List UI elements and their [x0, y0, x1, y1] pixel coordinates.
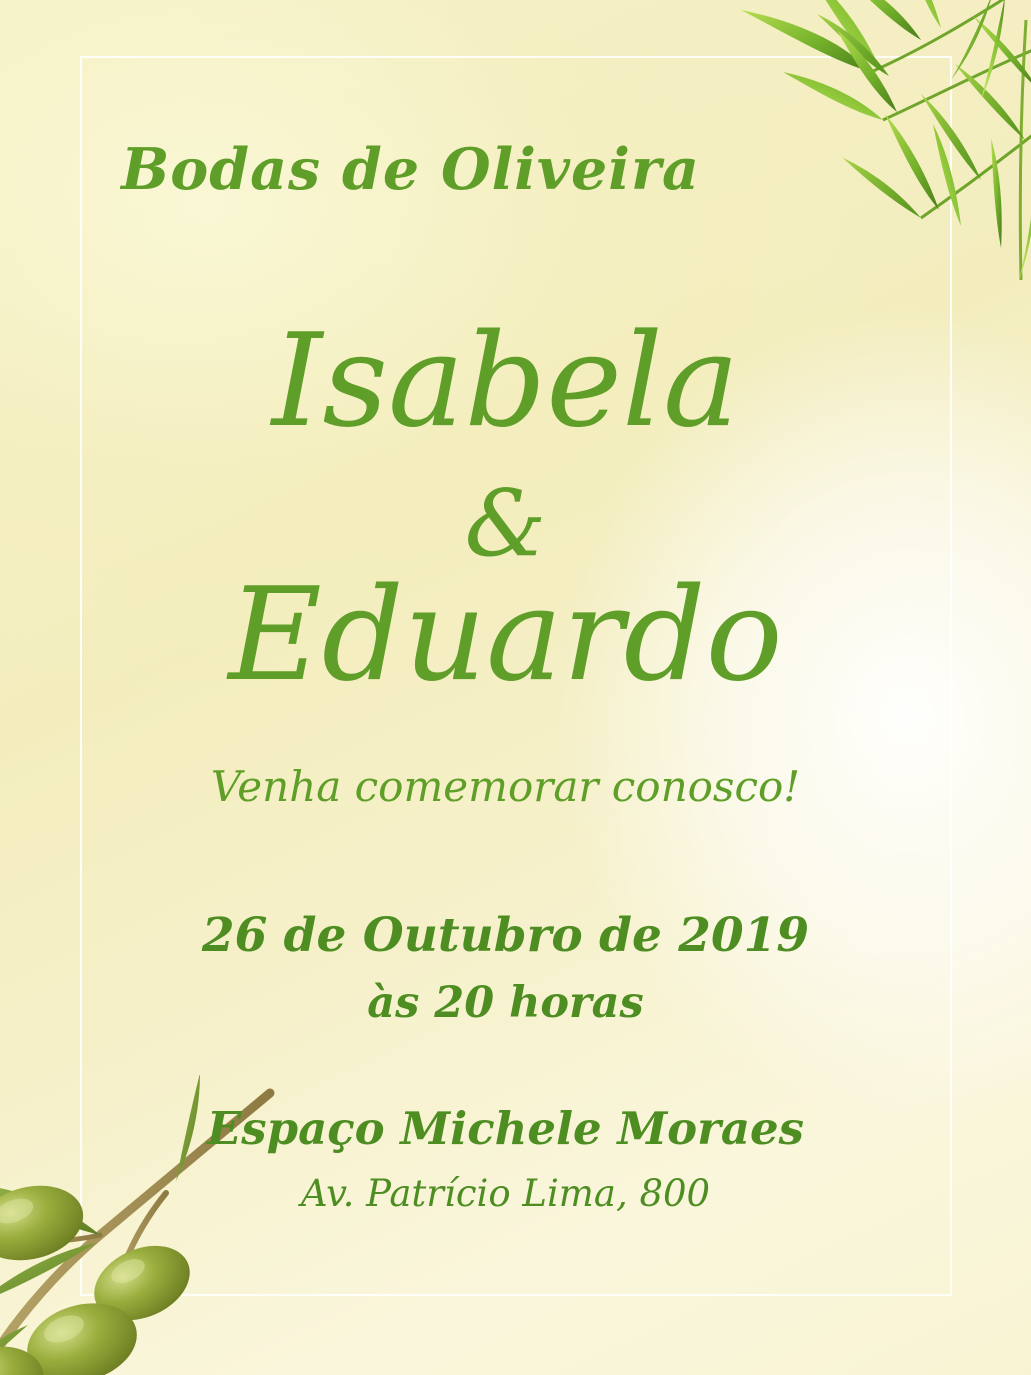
event-time: às 20 horas — [367, 978, 644, 1028]
venue-address: Av. Patrício Lima, 800 — [300, 1172, 711, 1215]
tagline-text: Venha comemorar conosco! — [210, 762, 801, 811]
occasion-title: Bodas de Oliveira — [121, 136, 700, 203]
event-date: 26 de Outubro de 2019 — [201, 908, 810, 963]
bride-name: Isabela — [271, 307, 740, 456]
groom-name: Eduardo — [228, 561, 783, 710]
ampersand: & — [464, 470, 547, 577]
venue-name: Espaço Michele Moraes — [206, 1102, 805, 1155]
